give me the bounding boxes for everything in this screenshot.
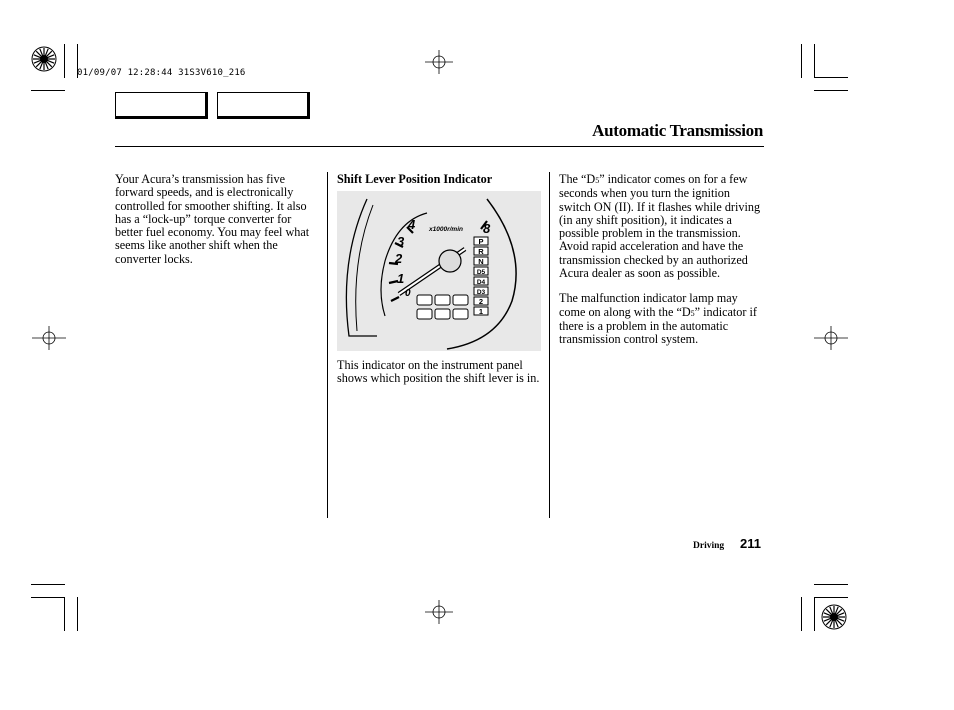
header-tab-box — [115, 92, 208, 119]
section-heading: Shift Lever Position Indicator — [337, 172, 493, 186]
tach-number-2: 2 — [395, 251, 403, 266]
tach-number-3: 3 — [397, 234, 405, 249]
registration-crosshair-icon — [814, 326, 848, 350]
intro-paragraph: Your Acura’s transmission has five forward speeds, and is electronically controlled for smoother shifting. It also has a “lock-up” torque converter for better fuel economy. You may feel what seems like another shift when the converter locks. — [115, 172, 310, 266]
figure-caption: This indicator on the instrument panel shows which position the shift lever is in. — [337, 358, 540, 386]
figure-caption-block — [337, 359, 542, 386]
tach-unit-label: x1000r/min — [429, 226, 463, 233]
malfunction-lamp-paragraph: The malfunction indicator lamp may come on along with the “D5” indicator if there is a problem in the automatic transmission control system. — [559, 291, 757, 347]
registration-sunburst-icon — [820, 603, 848, 631]
position-2: 2 — [478, 297, 484, 306]
footer-section-label: Driving — [693, 541, 725, 551]
registration-crosshair-icon — [425, 600, 453, 624]
tach-number-4: 4 — [408, 217, 416, 232]
tach-number-8: 8 — [483, 221, 491, 236]
position-d5: D5 — [476, 269, 486, 276]
header-tab-box — [217, 92, 310, 119]
page-number: 211 — [740, 536, 761, 551]
title-rule — [115, 146, 764, 147]
position-n: N — [478, 257, 484, 266]
page-title: Automatic Transmission — [592, 121, 763, 140]
column-divider — [549, 172, 550, 518]
position-p: P — [478, 237, 484, 246]
position-d3: D3 — [476, 289, 486, 296]
column-middle — [337, 173, 542, 186]
d5-indicator-paragraph: The “D5” indicator comes on for a few seconds when you turn the ignition switch ON (II). If it flashes while driving (in any shift position), it indicates a possible problem in the transmission. Avoid rapid acceleration and have the transmission checked by an authorized Acura dealer as soon as possible. — [559, 172, 761, 281]
registration-sunburst-icon — [30, 45, 58, 73]
column-divider — [327, 172, 328, 518]
column-right — [559, 173, 764, 347]
tach-number-1: 1 — [397, 271, 405, 286]
registration-crosshair-icon — [32, 326, 66, 350]
position-d4: D4 — [476, 279, 486, 286]
shift-indicator-illustration — [337, 191, 541, 351]
position-1: 1 — [478, 307, 484, 316]
column-left — [115, 173, 321, 266]
print-stamp: 01/09/07 12:28:44 31S3V610_216 — [77, 68, 246, 78]
tach-number-0: 0 — [405, 288, 411, 299]
position-r: R — [478, 247, 484, 256]
registration-crosshair-icon — [425, 50, 453, 74]
